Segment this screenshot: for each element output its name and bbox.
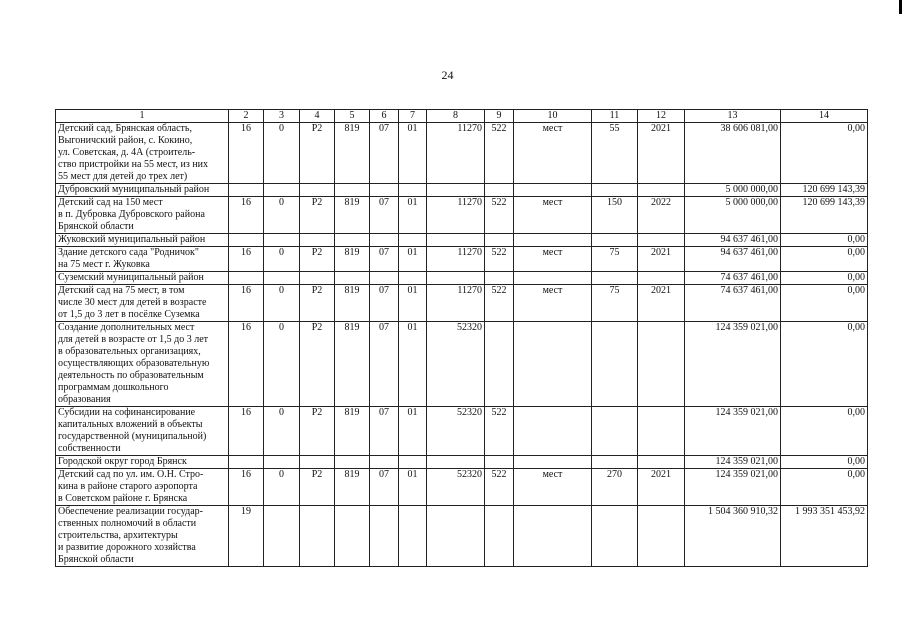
row-name-cell [56, 469, 229, 506]
cell-col-6 [370, 184, 399, 197]
cell-col-13: 124 359 021,00 [685, 456, 781, 469]
cell-col-2: 16 [229, 247, 264, 272]
cell-col-12: 2021 [638, 123, 685, 184]
row-name-line: Детский сад на 150 мест [58, 197, 163, 208]
cell-col-5: 819 [335, 247, 370, 272]
column-header-11: 11 [592, 110, 638, 123]
cell-col-10 [514, 322, 592, 407]
cell-col-2: 16 [229, 285, 264, 322]
budget-table [55, 109, 868, 567]
cell-col-11: 75 [592, 285, 638, 322]
cell-col-4 [300, 234, 335, 247]
cell-col-12: 2021 [638, 285, 685, 322]
cell-col-3 [264, 184, 300, 197]
cell-col-6 [370, 506, 399, 567]
table-row [56, 247, 868, 272]
cell-col-9: 522 [485, 285, 514, 322]
cell-col-7: 01 [399, 123, 427, 184]
cell-col-14: 0,00 [781, 322, 868, 407]
row-name-line: 55 мест для детей до трех лет) [58, 171, 188, 182]
cell-col-6: 07 [370, 197, 399, 234]
row-name-cell [56, 506, 229, 567]
cell-col-3 [264, 456, 300, 469]
row-name-line: в Советском районе г. Брянска [58, 493, 188, 504]
cell-col-9 [485, 184, 514, 197]
cell-col-5 [335, 506, 370, 567]
cell-col-13: 5 000 000,00 [685, 197, 781, 234]
cell-col-8 [427, 272, 485, 285]
column-header-4: 4 [300, 110, 335, 123]
cell-col-4: P2 [300, 322, 335, 407]
cell-col-3: 0 [264, 469, 300, 506]
cell-col-9 [485, 272, 514, 285]
table-row [56, 123, 868, 184]
row-name-line: Брянской области [58, 221, 134, 232]
cell-col-4: P2 [300, 469, 335, 506]
cell-col-11 [592, 407, 638, 456]
cell-col-7 [399, 506, 427, 567]
cell-col-10 [514, 272, 592, 285]
cell-col-7: 01 [399, 285, 427, 322]
cell-col-5: 819 [335, 322, 370, 407]
table-row [56, 285, 868, 322]
cell-col-11 [592, 506, 638, 567]
cell-col-13: 94 637 461,00 [685, 247, 781, 272]
cell-col-5: 819 [335, 407, 370, 456]
cell-col-4: P2 [300, 197, 335, 234]
cell-col-8 [427, 456, 485, 469]
column-header-2: 2 [229, 110, 264, 123]
row-name-line: деятельность по образовательным [58, 370, 204, 381]
cell-col-8: 52320 [427, 469, 485, 506]
row-name-line: программам дошкольного [58, 382, 169, 393]
cell-col-5: 819 [335, 469, 370, 506]
row-name-line: капитальных вложений в объекты [58, 419, 203, 430]
column-header-6: 6 [370, 110, 399, 123]
row-name-cell [56, 322, 229, 407]
table-row [56, 322, 868, 407]
cell-col-11: 150 [592, 197, 638, 234]
cell-col-6: 07 [370, 407, 399, 456]
cell-col-11 [592, 322, 638, 407]
cell-col-13: 1 504 360 910,32 [685, 506, 781, 567]
cell-col-10: мест [514, 197, 592, 234]
cell-col-13: 124 359 021,00 [685, 469, 781, 506]
cell-col-14: 120 699 143,39 [781, 197, 868, 234]
cell-col-12 [638, 184, 685, 197]
cell-col-14: 0,00 [781, 272, 868, 285]
cell-col-8: 52320 [427, 322, 485, 407]
row-name-cell [56, 123, 229, 184]
cell-col-13: 38 606 081,00 [685, 123, 781, 184]
cell-col-3: 0 [264, 123, 300, 184]
cell-col-8: 11270 [427, 123, 485, 184]
cell-col-3: 0 [264, 322, 300, 407]
cell-col-7: 01 [399, 469, 427, 506]
cell-col-14: 0,00 [781, 407, 868, 456]
cell-col-7 [399, 184, 427, 197]
cell-col-7: 01 [399, 247, 427, 272]
cell-col-3: 0 [264, 285, 300, 322]
row-name-cell [56, 184, 229, 197]
column-header-9: 9 [485, 110, 514, 123]
cell-col-10: мест [514, 123, 592, 184]
row-name-line: государственной (муниципальной) [58, 431, 207, 442]
cell-col-8: 52320 [427, 407, 485, 456]
cell-col-14: 0,00 [781, 234, 868, 247]
row-name-line: ственных полномочий в области [58, 518, 197, 529]
row-name-line: строительства, архитектуры [58, 530, 178, 541]
cell-col-14: 0,00 [781, 456, 868, 469]
cell-col-6 [370, 234, 399, 247]
cell-col-5 [335, 234, 370, 247]
cell-col-6 [370, 272, 399, 285]
cell-col-11 [592, 234, 638, 247]
cell-col-12 [638, 456, 685, 469]
cell-col-12 [638, 506, 685, 567]
row-name-line: для детей в возрасте от 1,5 до 3 лет [58, 334, 208, 345]
cell-col-9: 522 [485, 469, 514, 506]
cell-col-11 [592, 184, 638, 197]
cell-col-7: 01 [399, 197, 427, 234]
row-name-line: Жуковский муниципальный район [58, 234, 206, 245]
cell-col-13: 124 359 021,00 [685, 407, 781, 456]
cell-col-9: 522 [485, 407, 514, 456]
cell-col-2: 16 [229, 322, 264, 407]
row-name-line: Детский сад, Брянская область, [58, 123, 192, 134]
table-row [56, 272, 868, 285]
column-header-3: 3 [264, 110, 300, 123]
cell-col-9: 522 [485, 247, 514, 272]
cell-col-12: 2021 [638, 469, 685, 506]
table-row [56, 456, 868, 469]
cell-col-13: 124 359 021,00 [685, 322, 781, 407]
cell-col-10: мест [514, 469, 592, 506]
cell-col-2 [229, 272, 264, 285]
cell-col-12 [638, 234, 685, 247]
cell-col-5 [335, 272, 370, 285]
cell-col-5: 819 [335, 285, 370, 322]
cell-col-5 [335, 456, 370, 469]
corner-mark [899, 0, 902, 14]
row-name-line: кина в районе старого аэропорта [58, 481, 198, 492]
row-name-line: от 1,5 до 3 лет в посёлке Суземка [58, 309, 200, 320]
cell-col-4: P2 [300, 407, 335, 456]
column-header-7: 7 [399, 110, 427, 123]
row-name-line: на 75 мест г. Жуковка [58, 259, 150, 270]
cell-col-4: P2 [300, 123, 335, 184]
cell-col-2: 16 [229, 407, 264, 456]
cell-col-3 [264, 272, 300, 285]
cell-col-9: 522 [485, 197, 514, 234]
page-number: 24 [441, 68, 454, 82]
cell-col-6: 07 [370, 469, 399, 506]
cell-col-5 [335, 184, 370, 197]
row-name-line: образования [58, 394, 111, 405]
cell-col-14: 1 993 351 453,92 [781, 506, 868, 567]
row-name-line: в п. Дубровка Дубровского района [58, 209, 205, 220]
cell-col-9: 522 [485, 123, 514, 184]
cell-col-6: 07 [370, 123, 399, 184]
cell-col-2: 16 [229, 123, 264, 184]
cell-col-10: мест [514, 247, 592, 272]
cell-col-7: 01 [399, 322, 427, 407]
cell-col-5: 819 [335, 123, 370, 184]
cell-col-14: 0,00 [781, 247, 868, 272]
cell-col-3: 0 [264, 407, 300, 456]
table-row [56, 184, 868, 197]
column-header-12: 12 [638, 110, 685, 123]
cell-col-5: 819 [335, 197, 370, 234]
cell-col-12: 2021 [638, 247, 685, 272]
cell-col-9 [485, 322, 514, 407]
row-name-line: осуществляющих образовательную [58, 358, 210, 369]
cell-col-11 [592, 272, 638, 285]
cell-col-8 [427, 234, 485, 247]
cell-col-4 [300, 456, 335, 469]
cell-col-13: 74 637 461,00 [685, 285, 781, 322]
cell-col-7: 01 [399, 407, 427, 456]
cell-col-10 [514, 506, 592, 567]
column-header-13: 13 [685, 110, 781, 123]
column-header-8: 8 [427, 110, 485, 123]
cell-col-3: 0 [264, 197, 300, 234]
table-row [56, 506, 868, 567]
row-name-line: Городской округ город Брянск [58, 456, 187, 467]
cell-col-12 [638, 322, 685, 407]
cell-col-12 [638, 407, 685, 456]
cell-col-9 [485, 234, 514, 247]
cell-col-2: 16 [229, 469, 264, 506]
cell-col-13: 5 000 000,00 [685, 184, 781, 197]
cell-col-10 [514, 234, 592, 247]
cell-col-2 [229, 234, 264, 247]
table-row [56, 234, 868, 247]
row-name-cell [56, 456, 229, 469]
row-name-line: Детский сад по ул. им. О.Н. Стро- [58, 469, 204, 480]
row-name-line: и развитие дорожного хозяйства [58, 542, 196, 553]
cell-col-11: 270 [592, 469, 638, 506]
cell-col-2: 19 [229, 506, 264, 567]
column-header-1: 1 [56, 110, 229, 123]
column-header-10: 10 [514, 110, 592, 123]
cell-col-10 [514, 407, 592, 456]
table-header-row [56, 110, 868, 123]
row-name-cell [56, 407, 229, 456]
cell-col-4: P2 [300, 247, 335, 272]
cell-col-9 [485, 456, 514, 469]
cell-col-12 [638, 272, 685, 285]
cell-col-12: 2022 [638, 197, 685, 234]
cell-col-14: 120 699 143,39 [781, 184, 868, 197]
cell-col-9 [485, 506, 514, 567]
row-name-line: Субсидии на софинансирование [58, 407, 196, 418]
cell-col-3: 0 [264, 247, 300, 272]
cell-col-6: 07 [370, 285, 399, 322]
row-name-cell [56, 272, 229, 285]
cell-col-14: 0,00 [781, 469, 868, 506]
cell-col-4: P2 [300, 285, 335, 322]
cell-col-8: 11270 [427, 197, 485, 234]
column-header-14: 14 [781, 110, 868, 123]
cell-col-10 [514, 456, 592, 469]
row-name-line: в образовательных организациях, [58, 346, 201, 357]
row-name-line: Здание детского сада "Родничок" [58, 247, 199, 258]
cell-col-8: 11270 [427, 247, 485, 272]
cell-col-6: 07 [370, 247, 399, 272]
cell-col-2: 16 [229, 197, 264, 234]
cell-col-4 [300, 506, 335, 567]
row-name-cell [56, 285, 229, 322]
row-name-line: Суземский муниципальный район [58, 272, 204, 283]
row-name-line: числе 30 мест для детей в возрасте [58, 297, 207, 308]
cell-col-3 [264, 234, 300, 247]
cell-col-8: 11270 [427, 285, 485, 322]
cell-col-7 [399, 272, 427, 285]
row-name-cell [56, 247, 229, 272]
cell-col-6: 07 [370, 322, 399, 407]
cell-col-6 [370, 456, 399, 469]
cell-col-3 [264, 506, 300, 567]
cell-col-7 [399, 234, 427, 247]
table-row [56, 407, 868, 456]
row-name-line: Обеспечение реализации государ- [58, 506, 203, 517]
row-name-line: Дубровский муниципальный район [58, 184, 210, 195]
row-name-line: Выгоничский район, с. Кокино, [58, 135, 193, 146]
cell-col-10: мест [514, 285, 592, 322]
cell-col-14: 0,00 [781, 285, 868, 322]
cell-col-7 [399, 456, 427, 469]
row-name-cell [56, 197, 229, 234]
cell-col-10 [514, 184, 592, 197]
cell-col-14: 0,00 [781, 123, 868, 184]
table-row [56, 197, 868, 234]
row-name-line: собственности [58, 443, 121, 454]
cell-col-8 [427, 184, 485, 197]
cell-col-8 [427, 506, 485, 567]
cell-col-2 [229, 456, 264, 469]
cell-col-2 [229, 184, 264, 197]
cell-col-11 [592, 456, 638, 469]
cell-col-13: 94 637 461,00 [685, 234, 781, 247]
row-name-cell [56, 234, 229, 247]
cell-col-11: 75 [592, 247, 638, 272]
row-name-line: ул. Советская, д. 4А (строитель- [58, 147, 196, 158]
cell-col-11: 55 [592, 123, 638, 184]
row-name-line: Создание дополнительных мест [58, 322, 195, 333]
cell-col-13: 74 637 461,00 [685, 272, 781, 285]
row-name-line: Детский сад на 75 мест, в том [58, 285, 185, 296]
row-name-line: Брянской области [58, 554, 134, 565]
cell-col-4 [300, 272, 335, 285]
cell-col-4 [300, 184, 335, 197]
column-header-5: 5 [335, 110, 370, 123]
table-row [56, 469, 868, 506]
row-name-line: ство пристройки на 55 мест, из них [58, 159, 209, 170]
